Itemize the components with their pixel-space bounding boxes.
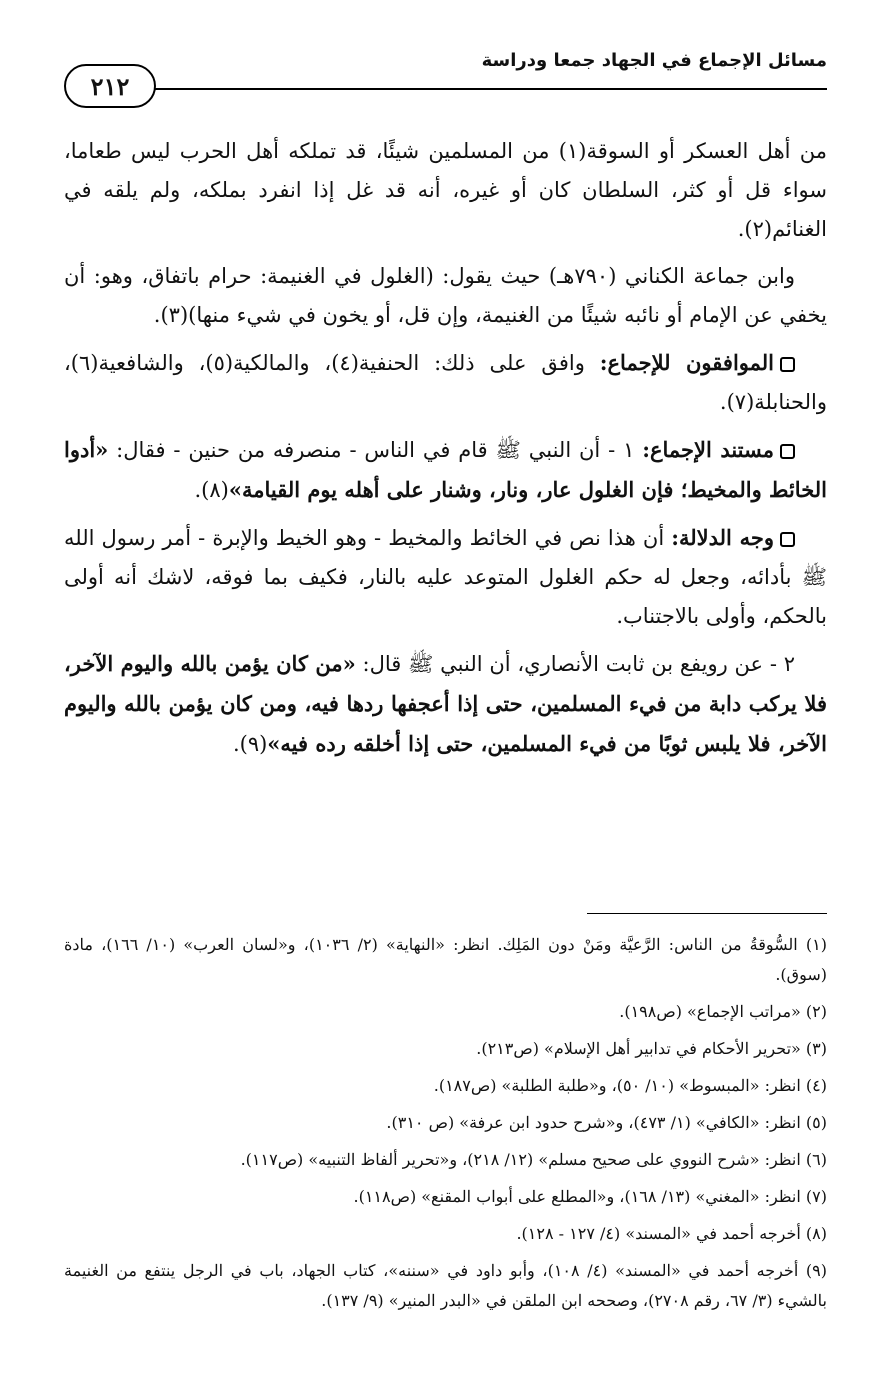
footnote-item: (٩) أخرجه أحمد في «المسند» (٤/ ١٠٨)، وأبو داود في «سننه»، كتاب الجهاد، باب في الرجل ينتفع من الغنيمة بالشيء (٣/ ٦٧، رقم ٢٧٠٨)، وصححه ابن الملقن في «البدر المنير» (٩/ ١٣٧). — [64, 1261, 827, 1310]
footnote-item: (٨) أخرجه أحمد في «المسند» (٤/ ١٢٧ - ١٢٨). — [516, 1224, 827, 1243]
paragraph-evidence — [64, 518, 827, 636]
paragraph-3-text: وافق على ذلك: الحنفية(٤)، والمالكية(٥)، والشافعية(٦)، والحنابلة(٧). — [64, 351, 827, 414]
header-rule — [154, 88, 827, 90]
running-title: مسائل الإجماع في الجهاد جمعا ودراسة — [481, 50, 827, 71]
square-bullet-icon — [780, 532, 795, 547]
footnote-separator — [587, 913, 827, 914]
page-header — [64, 48, 827, 108]
page-number: ٢١٢ — [64, 64, 156, 108]
paragraph-6-text: ٢ - عن رويفع بن ثابت الأنصاري، أن النبي ﷺ قال: — [355, 652, 795, 676]
square-bullet-icon — [780, 444, 795, 459]
square-bullet-icon — [780, 357, 795, 372]
footnote-item: (٣) «تحرير الأحكام في تدابير أهل الإسلام» (ص٢١٣). — [476, 1039, 827, 1058]
footnote-item: (٥) انظر: «الكافي» (١/ ٤٧٣)، و«شرح حدود ابن عرفة» (ص ٣١٠). — [386, 1113, 827, 1132]
paragraph-consensus-agreers — [64, 343, 827, 422]
footnotes — [64, 930, 827, 1323]
footnote-item: (٢) «مراتب الإجماع» (ص١٩٨). — [619, 1002, 827, 1021]
paragraph-2: وابن جماعة الكناني (٧٩٠هـ) حيث يقول: (الغلول في الغنيمة: حرام باتفاق، وهو: أن يخفي عن الإمام أو نائبه شيئًا من الغنيمة، وإن قل، أو يخون في شيء منها)(٣). — [64, 264, 827, 327]
section-label-basis: مستند الإجماع: — [642, 437, 774, 462]
paragraph-1: من أهل العسكر أو السوقة(١) من المسلمين شيئًا، قد تملكه أهل الحرب ليس طعاما، سواء قل أو كثر، السلطان كان أو غيره، أنه قد غل إذا انفرد بملكه، ولم يلقه في الغنائم(٢). — [64, 139, 828, 241]
hadith-quote-2: «من كان يؤمن بالله واليوم الآخر، فلا يركب دابة من فيء المسلمين، حتى إذا أعجفها ردها فيه، ومن كان يؤمن بالله واليوم الآخر، فلا يلبس ثوبًا من فيء المسلمين، حتى إذا أخلقه رده فيه» — [64, 651, 827, 756]
paragraph-5-text: أن هذا نص في الخائط والمخيط - وهو الخيط والإبرة - أمر رسول الله ﷺ بأدائه، وجعل له حكم الغلول المتوعد عليه بالنار، فكيف بما فوقه، لاشك أنه أولى بالحكم، وأولى بالاجتناب. — [64, 526, 827, 628]
paragraph-4-end: (٨). — [194, 478, 229, 502]
paragraph-6-end: (٩). — [232, 732, 268, 756]
paragraph-hadith-2 — [64, 644, 827, 764]
footnote-item: (١) السُّوقةُ من الناس: الرَّعيَّة ومَنْ دون المَلِك. انظر: «النهاية» (٢/ ١٠٣٦)، و«لسان العرب» (١٠/ ١٦٦)، مادة (سوق). — [64, 935, 827, 984]
section-label-evidence: وجه الدلالة: — [671, 525, 774, 550]
footnote-item: (٦) انظر: «شرح النووي على صحيح مسلم» (١٢/ ٢١٨)، و«تحرير ألفاظ التنبيه» (ص١١٧). — [240, 1150, 827, 1169]
footnote-item: (٧) انظر: «المغني» (١٣/ ١٦٨)، و«المطلع على أبواب المقنع» (ص١١٨). — [353, 1187, 827, 1206]
hadith-quote-1: «أدوا الخائط والمخيط؛ فإن الغلول عار، ونار، وشنار على أهله يوم القيامة» — [64, 437, 827, 502]
footnote-item: (٤) انظر: «المبسوط» (١٠/ ٥٠)، و«طلبة الطلبة» (ص١٨٧). — [433, 1076, 827, 1095]
paragraph-consensus-basis — [64, 430, 827, 510]
main-text — [64, 132, 827, 772]
paragraph-4-text: ١ - أن النبي ﷺ قام في الناس - منصرفه من حنين - فقال: — [108, 438, 643, 462]
section-label-agreers: الموافقون للإجماع: — [599, 350, 774, 375]
